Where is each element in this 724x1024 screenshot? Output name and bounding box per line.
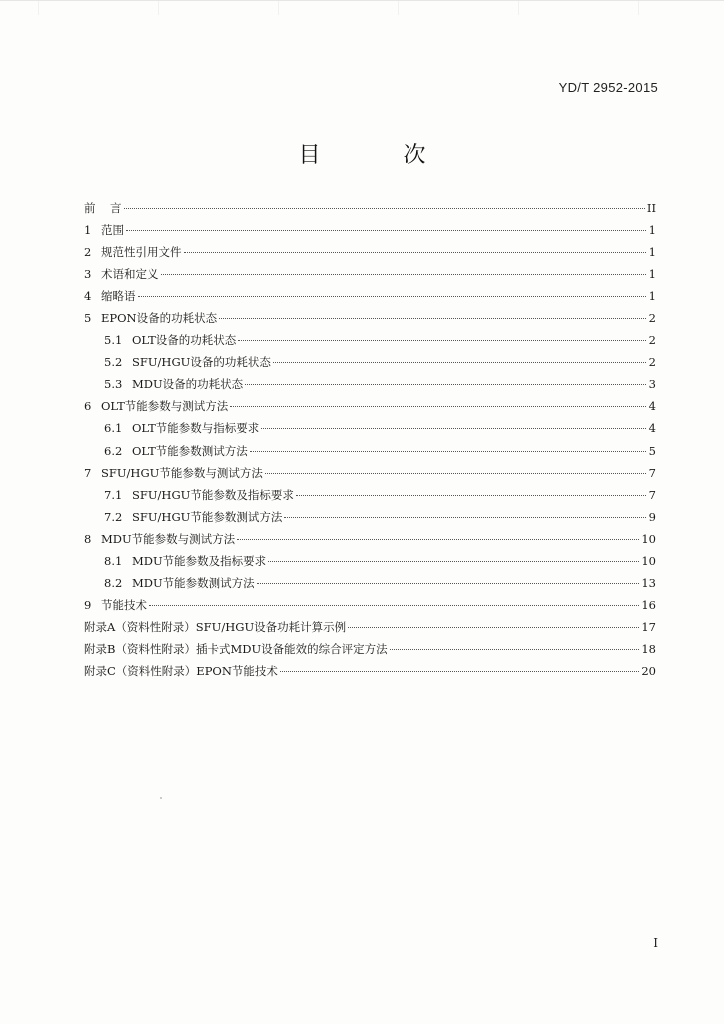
toc-entry-page: 13	[641, 575, 656, 590]
toc-dot-leader	[348, 627, 639, 628]
toc-entry-number: 8	[84, 531, 92, 546]
toc-dot-leader	[273, 362, 646, 363]
toc-entry-number: 5.2	[104, 355, 123, 370]
scan-edge-artifact	[0, 0, 724, 15]
toc-entry-number: 9	[84, 597, 92, 612]
toc-entry-label: 附录A（资料性附录）SFU/HGU设备功耗计算示例	[84, 619, 347, 634]
document-code: YD/T 2952-2015	[558, 80, 658, 95]
toc-entry-label: OLT设备的功耗状态	[132, 333, 237, 348]
toc-entry-page: 20	[641, 663, 656, 678]
toc-entry[interactable]	[84, 597, 656, 619]
toc-entry-label: OLT节能参数与指标要求	[132, 421, 260, 436]
toc-entry-page: 7	[648, 465, 656, 480]
toc-entry-page: 10	[641, 553, 656, 568]
toc-entry-number: 6	[84, 399, 92, 414]
toc-entry-label: 附录C（资料性附录）EPON节能技术	[84, 663, 278, 678]
toc-entry[interactable]	[84, 443, 656, 465]
toc-dot-leader	[284, 517, 646, 518]
toc-entry-number: 8.2	[104, 575, 123, 590]
toc-dot-leader	[296, 495, 646, 496]
toc-entry-page: 9	[648, 509, 656, 524]
toc-entry-label: MDU节能参数及指标要求	[132, 553, 267, 568]
toc-dot-leader	[219, 318, 646, 319]
toc-dot-leader	[265, 473, 646, 474]
toc-entry-page: 1	[648, 245, 656, 260]
toc-entry-label: MDU设备的功耗状态	[132, 377, 244, 392]
toc-entry-label: 节能技术	[101, 597, 147, 612]
toc-entry-page: 10	[641, 531, 656, 546]
toc-entry[interactable]	[84, 619, 656, 641]
toc-entry-page: 1	[648, 223, 656, 238]
toc-entry[interactable]	[84, 376, 656, 398]
toc-entry-label: SFU/HGU节能参数及指标要求	[132, 487, 294, 502]
toc-entry-number: 2	[84, 245, 92, 260]
page-number: I	[653, 936, 658, 950]
toc-dot-leader	[230, 406, 646, 407]
page-title: 目 次	[298, 143, 464, 168]
toc-entry-number: 5.1	[104, 333, 123, 348]
toc-entry-page: II	[646, 201, 656, 215]
toc-dot-leader	[250, 451, 646, 452]
toc-dot-leader	[280, 671, 639, 672]
toc-entry-label: 规范性引用文件	[101, 245, 182, 260]
toc-entry-page: 2	[648, 355, 656, 370]
toc-dot-leader	[261, 428, 646, 429]
toc-entry[interactable]	[84, 288, 656, 310]
toc-entry-number: 5	[84, 311, 92, 326]
toc-entry[interactable]	[84, 266, 656, 288]
toc-entry-number: 3	[84, 267, 92, 282]
toc-entry[interactable]	[84, 575, 656, 597]
toc-dot-leader	[161, 274, 647, 275]
table-of-contents	[84, 200, 656, 685]
toc-entry-number: 7	[84, 465, 92, 480]
toc-entry[interactable]	[84, 509, 656, 531]
toc-entry-page: 4	[648, 399, 656, 414]
toc-entry-label: 范围	[101, 223, 124, 238]
toc-entry-number: 4	[84, 289, 92, 304]
toc-entry[interactable]	[84, 200, 656, 222]
toc-dot-leader	[238, 340, 646, 341]
toc-entry-label: 术语和定义	[101, 267, 159, 282]
toc-entry[interactable]	[84, 332, 656, 354]
toc-entry-page: 7	[648, 487, 656, 502]
toc-entry-label: OLT节能参数测试方法	[132, 443, 248, 458]
toc-entry-page: 4	[648, 421, 656, 436]
toc-entry-page: 5	[648, 443, 656, 458]
toc-entry[interactable]	[84, 420, 656, 442]
toc-dot-leader	[237, 539, 639, 540]
toc-entry-label: 言	[110, 201, 122, 215]
toc-dot-leader	[126, 230, 646, 231]
toc-entry-page: 3	[648, 377, 656, 392]
toc-entry-page: 16	[641, 597, 656, 612]
toc-entry[interactable]	[84, 398, 656, 420]
toc-entry-label: MDU节能参数测试方法	[132, 575, 255, 590]
toc-dot-leader	[138, 296, 647, 297]
toc-dot-leader	[390, 649, 640, 650]
toc-entry-page: 18	[641, 641, 656, 656]
toc-dot-leader	[268, 561, 639, 562]
toc-entry-number: 6.2	[104, 443, 123, 458]
toc-dot-leader	[149, 605, 639, 606]
toc-entry-number: 1	[84, 223, 92, 238]
toc-entry-page: 17	[641, 619, 656, 634]
toc-dot-leader	[184, 252, 647, 253]
toc-entry[interactable]	[84, 487, 656, 509]
toc-entry[interactable]	[84, 310, 656, 332]
toc-entry-page: 1	[648, 289, 656, 304]
toc-entry-label: 缩略语	[101, 289, 136, 304]
toc-entry-number: 8.1	[104, 553, 123, 568]
toc-entry[interactable]	[84, 553, 656, 575]
toc-entry[interactable]	[84, 354, 656, 376]
toc-entry[interactable]	[84, 244, 656, 266]
toc-entry-page: 2	[648, 333, 656, 348]
toc-entry-label: 附录B（资料性附录）插卡式MDU设备能效的综合评定方法	[84, 641, 388, 656]
toc-entry-label: SFU/HGU节能参数与测试方法	[101, 465, 263, 480]
toc-dot-leader	[124, 208, 645, 209]
toc-entry[interactable]	[84, 641, 656, 663]
toc-entry-label: SFU/HGU节能参数测试方法	[132, 509, 283, 524]
toc-entry-number: 前	[84, 201, 96, 215]
toc-entry-number: 5.3	[104, 377, 123, 392]
toc-dot-leader	[257, 583, 640, 584]
toc-entry-number: 6.1	[104, 421, 123, 436]
scan-speck	[160, 797, 162, 799]
toc-entry-label: MDU节能参数与测试方法	[101, 531, 236, 546]
toc-entry-label: EPON设备的功耗状态	[101, 311, 218, 326]
toc-entry-label: OLT节能参数与测试方法	[101, 399, 229, 414]
toc-entry-page: 2	[648, 311, 656, 326]
toc-entry-number: 7.2	[104, 509, 123, 524]
toc-entry[interactable]	[84, 531, 656, 553]
toc-entry[interactable]	[84, 222, 656, 244]
toc-entry-number: 7.1	[104, 487, 123, 502]
toc-entry[interactable]	[84, 663, 656, 685]
toc-entry[interactable]	[84, 465, 656, 487]
toc-dot-leader	[245, 384, 646, 385]
toc-entry-label: SFU/HGU设备的功耗状态	[132, 355, 271, 370]
toc-entry-page: 1	[648, 267, 656, 282]
